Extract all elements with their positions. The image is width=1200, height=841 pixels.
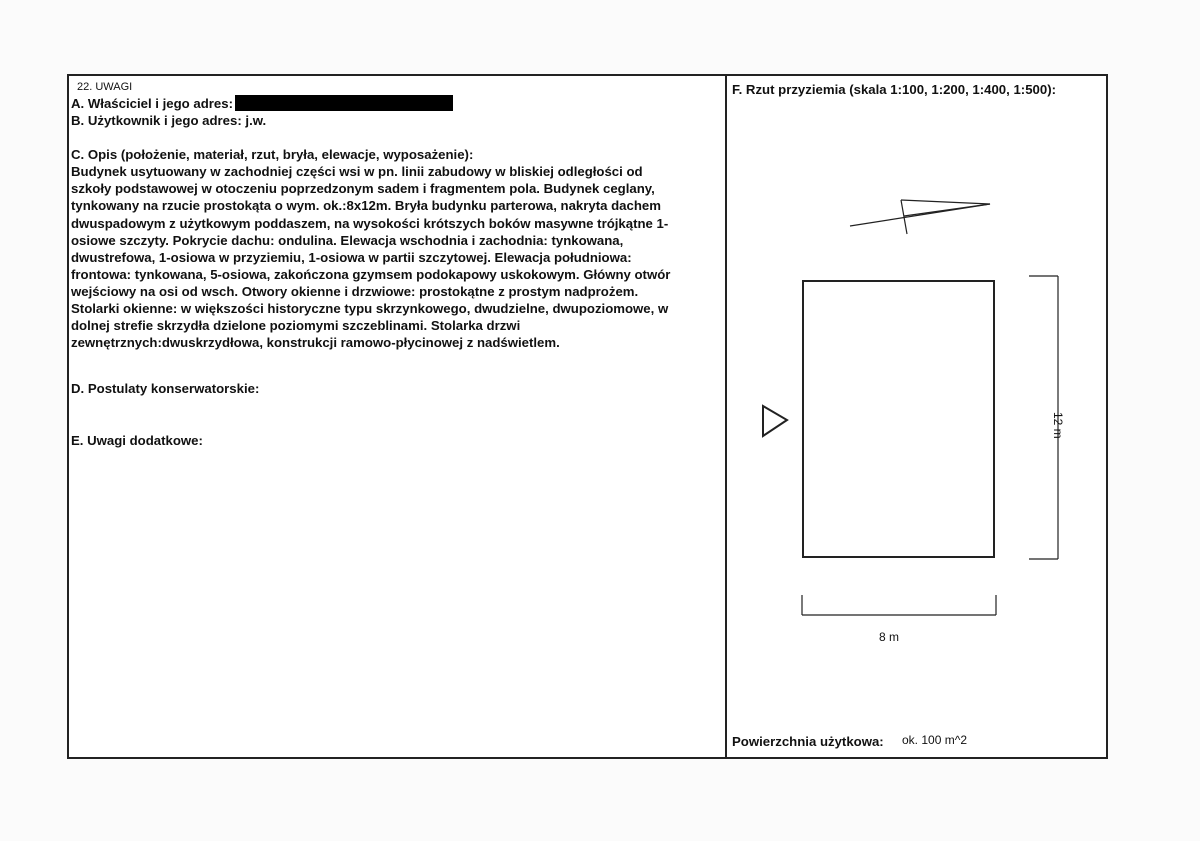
plan-column [727,76,1106,757]
description-line: osiowe szczyty. Pokrycie dachu: ondulina. Elewacja wschodnia i zachodnia: tynkowana, [71,232,624,248]
description-line: dwuspadowym z użytkowym poddaszem, na wysokości krótszych boków masywne trójkątne 1- [71,215,669,231]
description-line: tynkowany na rzucie prostokąta o wym. ok.:8x12m. Bryła budynku parterowa, nakryta dachem [71,198,661,214]
description-line: dolnej strefie skrzydła dzielone poziomymi szczeblinami. Stolarka drzwi [71,318,521,334]
description-line: Budynek usytuowany w zachodniej części wsi w pn. linii zabudowy w bliskiej odległości od [71,164,643,180]
area-label: Powierzchnia użytkowa: [732,734,884,749]
section-number: 22. UWAGI [77,81,133,93]
user-line: B. Użytkownik i jego adres: j.w. [71,113,267,129]
north-arrow-icon [850,200,990,234]
building-outline [803,281,994,557]
width-dimension [802,595,996,615]
description-line: szkoły podstawowej w otoczeniu poprzedzonym sadem i fragmentem pola. Budynek ceglany, [71,181,655,197]
owner-label: A. Właściciel i jego adres: [71,96,233,111]
description-line: wejściowy na osi od wsch. Otwory okienne i drzwiowe: prostokątne z prostym nadprożem. [71,283,639,299]
width-label: 8 m [879,630,900,644]
description-line: dwustrefowa, 1-osiowa w przyziemiu, 1-osiowa w partii szczytowej. Elewacja południowa: [71,249,632,265]
remarks-column [69,76,727,757]
description-line: frontowa: tynkowana, 5-osiowa, zakończona gzymsem podokapowy uskokowym. Główny otwór [71,266,671,282]
description-line: Stolarki okienne: w większości historyczne typu skrzynkowego, dwudzielne, dwupoziomowe, w [71,301,669,317]
plan-title: F. Rzut przyziemia (skala 1:100, 1:200, 1:400, 1:500): [732,82,1056,97]
owner-line [71,95,721,112]
redaction-bar [235,95,453,111]
description-title: C. Opis (położenie, materiał, rzut, bryła, elewacje, wyposażenie): [71,147,474,163]
entrance-marker-icon [763,406,787,436]
postulates-label: D. Postulaty konserwatorskie: [71,381,260,396]
inventory-form [67,74,1108,759]
height-label: 12 m [1051,412,1065,439]
area-value: ok. 100 m^2 [902,733,967,747]
floor-plan-drawing [727,76,1106,757]
remarks-text [71,95,721,351]
remarks-label: E. Uwagi dodatkowe: [71,433,203,448]
description-line: zewnętrznych:dwuskrzydłowa, konstrukcji ramowo-płycinowej z nadświetlem. [71,335,560,351]
